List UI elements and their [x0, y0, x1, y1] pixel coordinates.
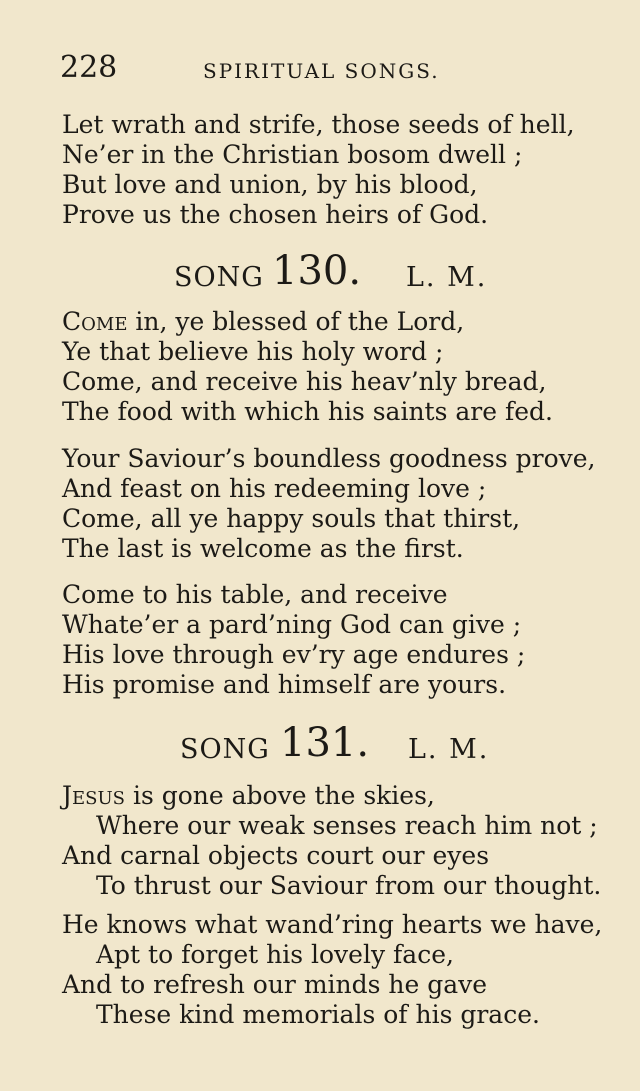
- first-word: Come: [62, 307, 128, 336]
- song-meter: L. M.: [406, 262, 488, 293]
- verse-line: Let wrath and strife, those seeds of hell,: [62, 110, 575, 139]
- verse-line: His promise and himself are yours.: [62, 670, 507, 699]
- running-head: [60, 50, 600, 86]
- verse-line: Apt to forget his lovely face,: [96, 940, 454, 969]
- verse-line: Whate’er a pard’ning God can give ;: [62, 610, 522, 639]
- stanza: [62, 781, 622, 901]
- stanza: [62, 580, 622, 700]
- running-title: SPIRITUAL SONGS.: [203, 59, 440, 83]
- verse-line: These kind memorials of his grace.: [96, 1000, 540, 1029]
- verse-line: Your Saviour’s boundless goodness prove,: [62, 444, 596, 473]
- verse-line: [62, 781, 622, 811]
- stanza: [62, 444, 622, 564]
- verse-line: His love through ev’ry age endures ;: [62, 640, 526, 669]
- verse-line: Come, all ye happy souls that thirst,: [62, 504, 521, 533]
- song-label: SONG: [180, 734, 270, 765]
- verse-line: Where our weak senses reach him not ;: [96, 811, 598, 840]
- verse-line: Ne’er in the Christian bosom dwell ;: [62, 140, 523, 169]
- verse-line: The last is welcome as the first.: [62, 534, 464, 563]
- stanza: [62, 110, 622, 230]
- song-heading: [0, 248, 640, 298]
- stanza: [62, 307, 622, 427]
- page-number: 228: [60, 50, 118, 85]
- verse-line: The food with which his saints are fed.: [62, 397, 553, 426]
- song-number: 131.: [280, 720, 370, 766]
- verse-line: [62, 307, 622, 337]
- verse-line: But love and union, by his blood,: [62, 170, 478, 199]
- stanza: [62, 910, 622, 1030]
- verse-line: Come, and receive his heav’nly bread,: [62, 367, 547, 396]
- verse-line: Ye that believe his holy word ;: [62, 337, 444, 366]
- verse-line: He knows what wand’ring hearts we have,: [62, 910, 603, 939]
- verse-line: And carnal objects court our eyes: [62, 841, 490, 870]
- song-label: SONG: [174, 262, 264, 293]
- line-text: is gone above the skies,: [125, 781, 435, 810]
- song-number: 130.: [272, 248, 362, 294]
- verse-line: To thrust our Saviour from our thought.: [96, 871, 602, 900]
- song-meter: L. M.: [408, 734, 490, 765]
- song-heading: [0, 720, 640, 770]
- first-word: Jesus: [62, 781, 125, 810]
- verse-line: Prove us the chosen heirs of God.: [62, 200, 489, 229]
- verse-line: Come to his table, and receive: [62, 580, 448, 609]
- line-text: in, ye blessed of the Lord,: [127, 307, 465, 336]
- verse-line: And feast on his redeeming love ;: [62, 474, 487, 503]
- verse-line: And to refresh our minds he gave: [62, 970, 488, 999]
